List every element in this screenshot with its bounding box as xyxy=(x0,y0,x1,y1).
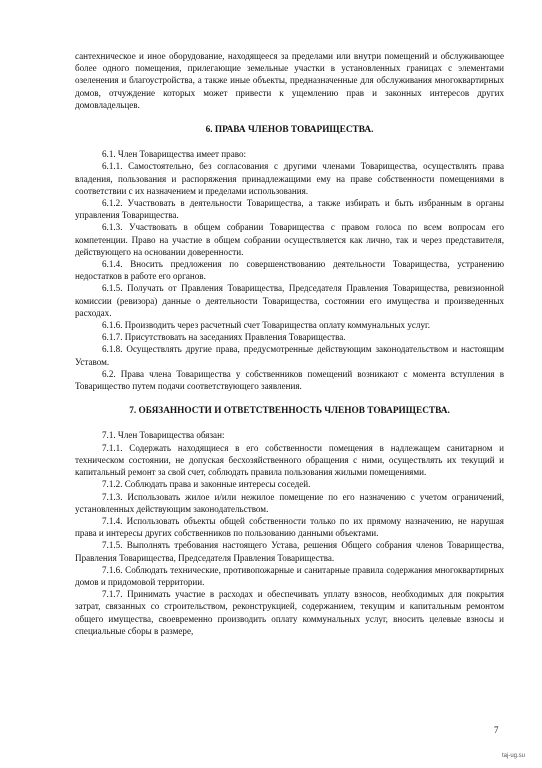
paragraph-7-1-7: 7.1.7. Принимать участие в расходах и обеспечивать уплату взносов, необходимых для покрытия затрат, связанных со строительством, реконструкцией, содержанием, текущим и капитальным ремонтом общего имущества, своевременно производить оплату коммунальных услуг, вносить целевые взносы и специальные сборы в размере, xyxy=(75,589,504,636)
section-6-heading: 6. ПРАВА ЧЛЕНОВ ТОВАРИЩЕСТВА. xyxy=(205,125,374,136)
paragraph-6-1-3: 6.1.3. Участвовать в общем собрании Товарищества с правом голоса по всем вопросам его компетенции. Право на участие в общем собрании осуществляется как лично, так и через представителя, действующего на основании доверенности. xyxy=(75,222,504,257)
paragraph-7-1-6: 7.1.6. Соблюдать технические, противопожарные и санитарные правила содержания многоквартирных домов и придомовой территории. xyxy=(75,564,504,587)
page-content xyxy=(75,50,504,637)
paragraph-6-1-5: 6.1.5. Получать от Правления Товарищества, Председателя Правления Товарищества, ревизионной комиссии (ревизора) данные о деятельности Товарищества, состоянии его имущества и произведенных расходах. xyxy=(75,283,504,318)
paragraph-6-1-4: 6.1.4. Вносить предложения по совершенствованию деятельности Товарищества, устранению недостатков в работе его органов. xyxy=(75,259,504,282)
page-number: 7 xyxy=(494,725,499,735)
site-watermark: taj-ug.su xyxy=(502,753,526,759)
paragraph-7-1: 7.1. Член Товарищества обязан: xyxy=(102,430,225,441)
paragraph-6-1-1: 6.1.1. Самостоятельно, без согласования с другими членами Товарищества, осуществлять права владения, пользования и распоряжения принадлежащими ему на праве собственности помещениями в соответствии с их назначением и пределами использования. xyxy=(75,161,504,196)
paragraph-7-1-4: 7.1.4. Использовать объекты общей собственности только по их прямому назначению, не нарушая права и интересы других собственников по пользованию данными объектами. xyxy=(75,515,504,539)
paragraph-7-1-5: 7.1.5. Выполнять требования настоящего Устава, решения Общего собрания членов Товарищества, Правления Товарищества, Председателя Правления Товарищества. xyxy=(75,540,504,563)
paragraph-6-1-7: 6.1.7. Присутствовать на заседаниях Правления Товарищества. xyxy=(102,332,346,343)
paragraph-6-1-8: 6.1.8. Осуществлять другие права, предусмотренные действующим законодательством и настоящим Уставом. xyxy=(75,344,504,367)
paragraph-6-1-2: 6.1.2. Участвовать в деятельности Товарищества, а также избирать и быть избранным в органы управления Товарищества. xyxy=(75,198,504,221)
paragraph-7-1-1: 7.1.1. Содержать находящиеся в его собственности помещения в надлежащем санитарном и техническом состоянии, не допуская бесхозяйственного обращения с ними, осуществлять их текущий и капитальный ремонт за свой счет, соблюдать правила пользования жилыми помещениями. xyxy=(75,442,504,478)
paragraph-6-1: 6.1. Член Товарищества имеет право: xyxy=(102,149,247,160)
paragraph-7-1-2: 7.1.2. Соблюдать права и законные интересы соседей. xyxy=(102,479,311,490)
section-7-heading: 7. ОБЯЗАННОСТИ И ОТВЕТСТВЕННОСТЬ ЧЛЕНОВ ТОВАРИЩЕСТВА. xyxy=(129,406,450,417)
paragraph-7-1-3: 7.1.3. Использовать жилое и/или нежилое помещение по его назначению с учетом ограничений, установленных действующим законодательством. xyxy=(75,491,504,514)
paragraph-6-2: 6.2. Права члена Товарищества у собственников помещений возникают с момента вступления в Товарищество путем подачи соответствующего заявления. xyxy=(75,368,504,392)
paragraph-6-1-6: 6.1.6. Производить через расчетный счет Товарищества оплату коммунальных услуг. xyxy=(102,320,430,331)
intro-paragraph: сантехническое и иное оборудование, находящееся за пределами или внутри помещений и обслуживающее более одного помещения, прилегающие земельные участки в установленных границах с элементами озеленения и благоустройства, а также иные объекты, предназначенные для обслуживания многоквартирных домов, отчуждение которых может привести к ущемлению прав и законных интересов других домовладельцев. xyxy=(75,51,504,110)
